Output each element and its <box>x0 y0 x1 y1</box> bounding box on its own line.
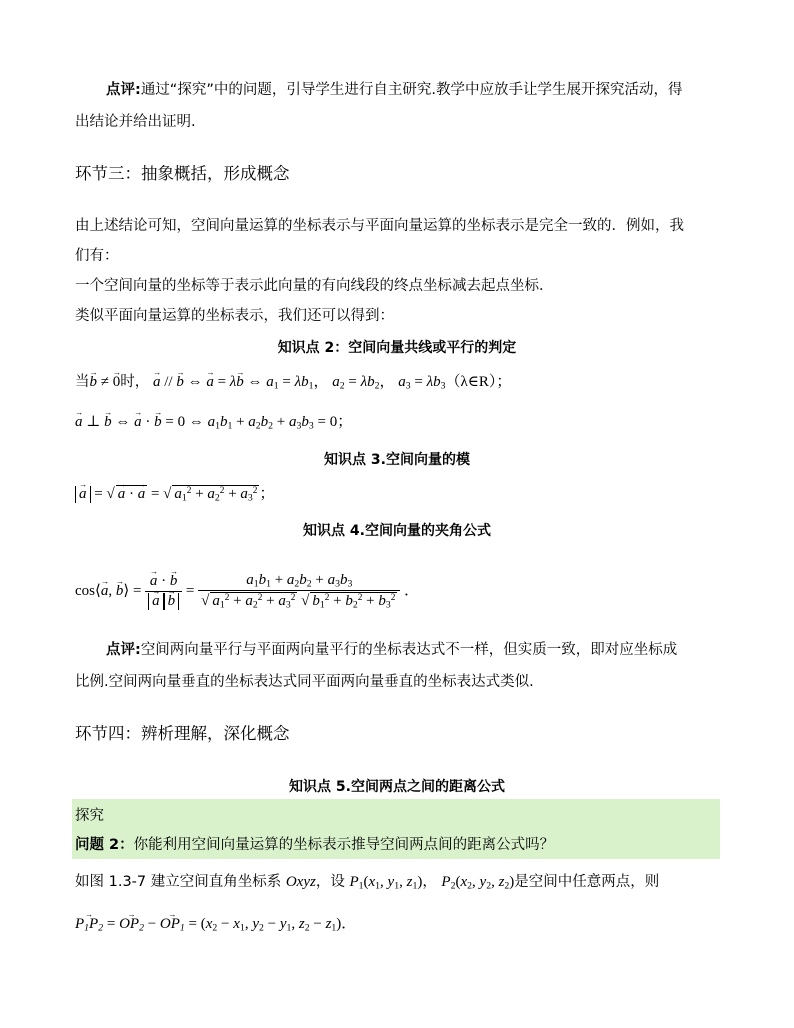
section-3-heading: 环节三：抽象概括，形成概念 <box>75 164 290 183</box>
para-line-2: 们有： <box>75 248 119 264</box>
para-line-4: 类似平面向量运算的坐标表示，我们还可以得到： <box>75 308 394 324</box>
para2-text-d: 是空间中任意两点，则 <box>514 874 660 890</box>
comment-1-line2: 出结论并给出证明. <box>75 114 196 130</box>
comment-text-2: 空间两向量平行与平面两向量平行的坐标表达式不一样，但实质一致，即对应坐标成 <box>140 642 678 658</box>
para-2: 如图 1.3-7 建立空间直角坐标系 Oxyz，设 $P_1(x_1$, $y_1$, $z_1$)， $P_2(x_2$, $y_2$, $z_2$)是空间中任意两点，则 <box>75 874 660 892</box>
kp5-heading: 知识点 5.空间两点之间的距离公式 <box>289 779 505 795</box>
para2-text-b: ，设 <box>315 874 350 890</box>
parallel-formula: 当→ b ≠ → 0时， → a // → b ⇔ → a = λ→ b ⇔ $a_1 = \lambda b_1$， $a_2 = \lambda b_2$， $a_3$ = $\lambda b_3(\lambda\in R)$； <box>75 370 511 391</box>
parallel-end: （λ∈R）； <box>445 374 512 390</box>
question-label: 问题 2： <box>75 837 134 853</box>
modulus-formula: → a = √→ a · → a = √ $a_1^2 + a_2^2 + a_3^2$ ； <box>75 482 274 503</box>
axis-name: Oxyz <box>285 874 316 890</box>
explore-box <box>72 799 720 859</box>
para-line-3: 一个空间向量的坐标等于表示此向量的有向线段的终点坐标减去起点坐标． <box>75 278 554 294</box>
perpendicular-formula: → a ⊥ → b ⇔ → a · → b = 0 ⇔ $a_1b_1 + a_2b_2 + a_3b_3 = 0$； <box>75 410 352 431</box>
dist-end: ． <box>341 916 357 932</box>
kp3-heading: 知识点 3.空间向量的模 <box>324 452 470 468</box>
section-4-heading: 环节四：辨析理解，深化概念 <box>75 724 290 743</box>
comment-2-line2: 比例.空间两向量垂直的坐标表达式同平面两向量垂直的坐标表达式类似. <box>75 674 534 690</box>
comment-label-2: 点评: <box>106 642 141 658</box>
question-text: 你能利用空间向量运算的坐标表示推导空间两点间的距离公式吗？ <box>133 837 555 853</box>
comment-label: 点评: <box>106 82 141 98</box>
kp2-heading: 知识点 2：空间向量共线或平行的判定 <box>277 340 517 356</box>
explore-label: 探究 <box>75 808 104 824</box>
comment-2 <box>106 638 677 659</box>
perp-end: ； <box>337 414 353 430</box>
time-text: 时， <box>120 374 150 390</box>
comment-text: 通过“探究”中的问题，引导学生进行自主研究.教学中应放手让学生展开探究活动，得 <box>140 82 683 98</box>
para2-text-c: ， <box>422 874 437 890</box>
para-line-1: 由上述结论可知，空间向量运算的坐标表示与平面向量运算的坐标表示是完全一致的．例如，我 <box>75 218 684 234</box>
para2-text-a: 如图 1.3-7 建立空间直角坐标系 <box>75 874 286 890</box>
distance-formula: → $P_1P_2$ = → $OP_2$ − → $OP_1 = (x_2 - x_1$, $y_2 - y_1$, $z_2 - z_1$)． <box>75 912 356 933</box>
question-2 <box>75 833 554 854</box>
when-text: 当 <box>75 374 90 390</box>
angle-end: ． <box>404 582 420 599</box>
kp4-heading: 知识点 4.空间向量的夹角公式 <box>303 523 491 539</box>
mod-end: ； <box>259 486 275 502</box>
angle-formula: cos⟨→ a, → b⟩ = → a · → b → a→ b = $\frac{a_1b_1 + a_2b_2 + a_3b_3}{√ a_1^2 + a_2^2 + a_3^2 √ b_1^2 + b_2^2 + b_3^2}$ ． <box>75 572 419 611</box>
comment-1 <box>106 78 682 99</box>
